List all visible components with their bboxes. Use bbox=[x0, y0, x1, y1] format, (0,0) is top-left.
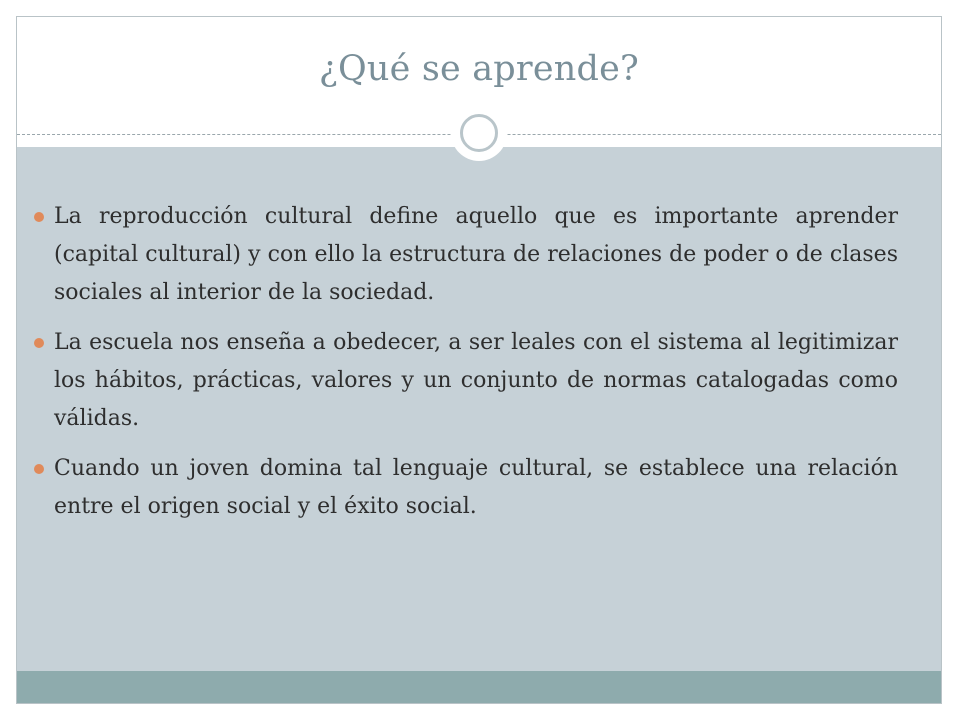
bullet-dot-icon bbox=[34, 212, 44, 222]
bullet-item bbox=[38, 324, 898, 438]
bullet-list bbox=[38, 198, 898, 538]
slide-title: ¿Qué se aprende? bbox=[319, 49, 639, 89]
bottom-band bbox=[17, 671, 941, 704]
bullet-item bbox=[38, 450, 898, 526]
bullet-text: Cuando un joven domina tal lenguaje cultural, se establece una relación entre el origen social y el éxito social. bbox=[54, 456, 898, 519]
ring-icon bbox=[460, 114, 498, 152]
bullet-text: La escuela nos enseña a obedecer, a ser leales con el sistema al legitimizar los hábitos, prácticas, valores y un conjunto de normas catalogadas como válidas. bbox=[54, 330, 898, 431]
bullet-dot-icon bbox=[34, 338, 44, 348]
bullet-dot-icon bbox=[34, 464, 44, 474]
bullet-text: La reproducción cultural define aquello que es importante aprender (capital cultural) y con ello la estructura de relaciones de poder o de clases sociales al interior de la sociedad. bbox=[54, 204, 898, 305]
circle-ornament-icon bbox=[451, 105, 507, 161]
bullet-item bbox=[38, 198, 898, 312]
